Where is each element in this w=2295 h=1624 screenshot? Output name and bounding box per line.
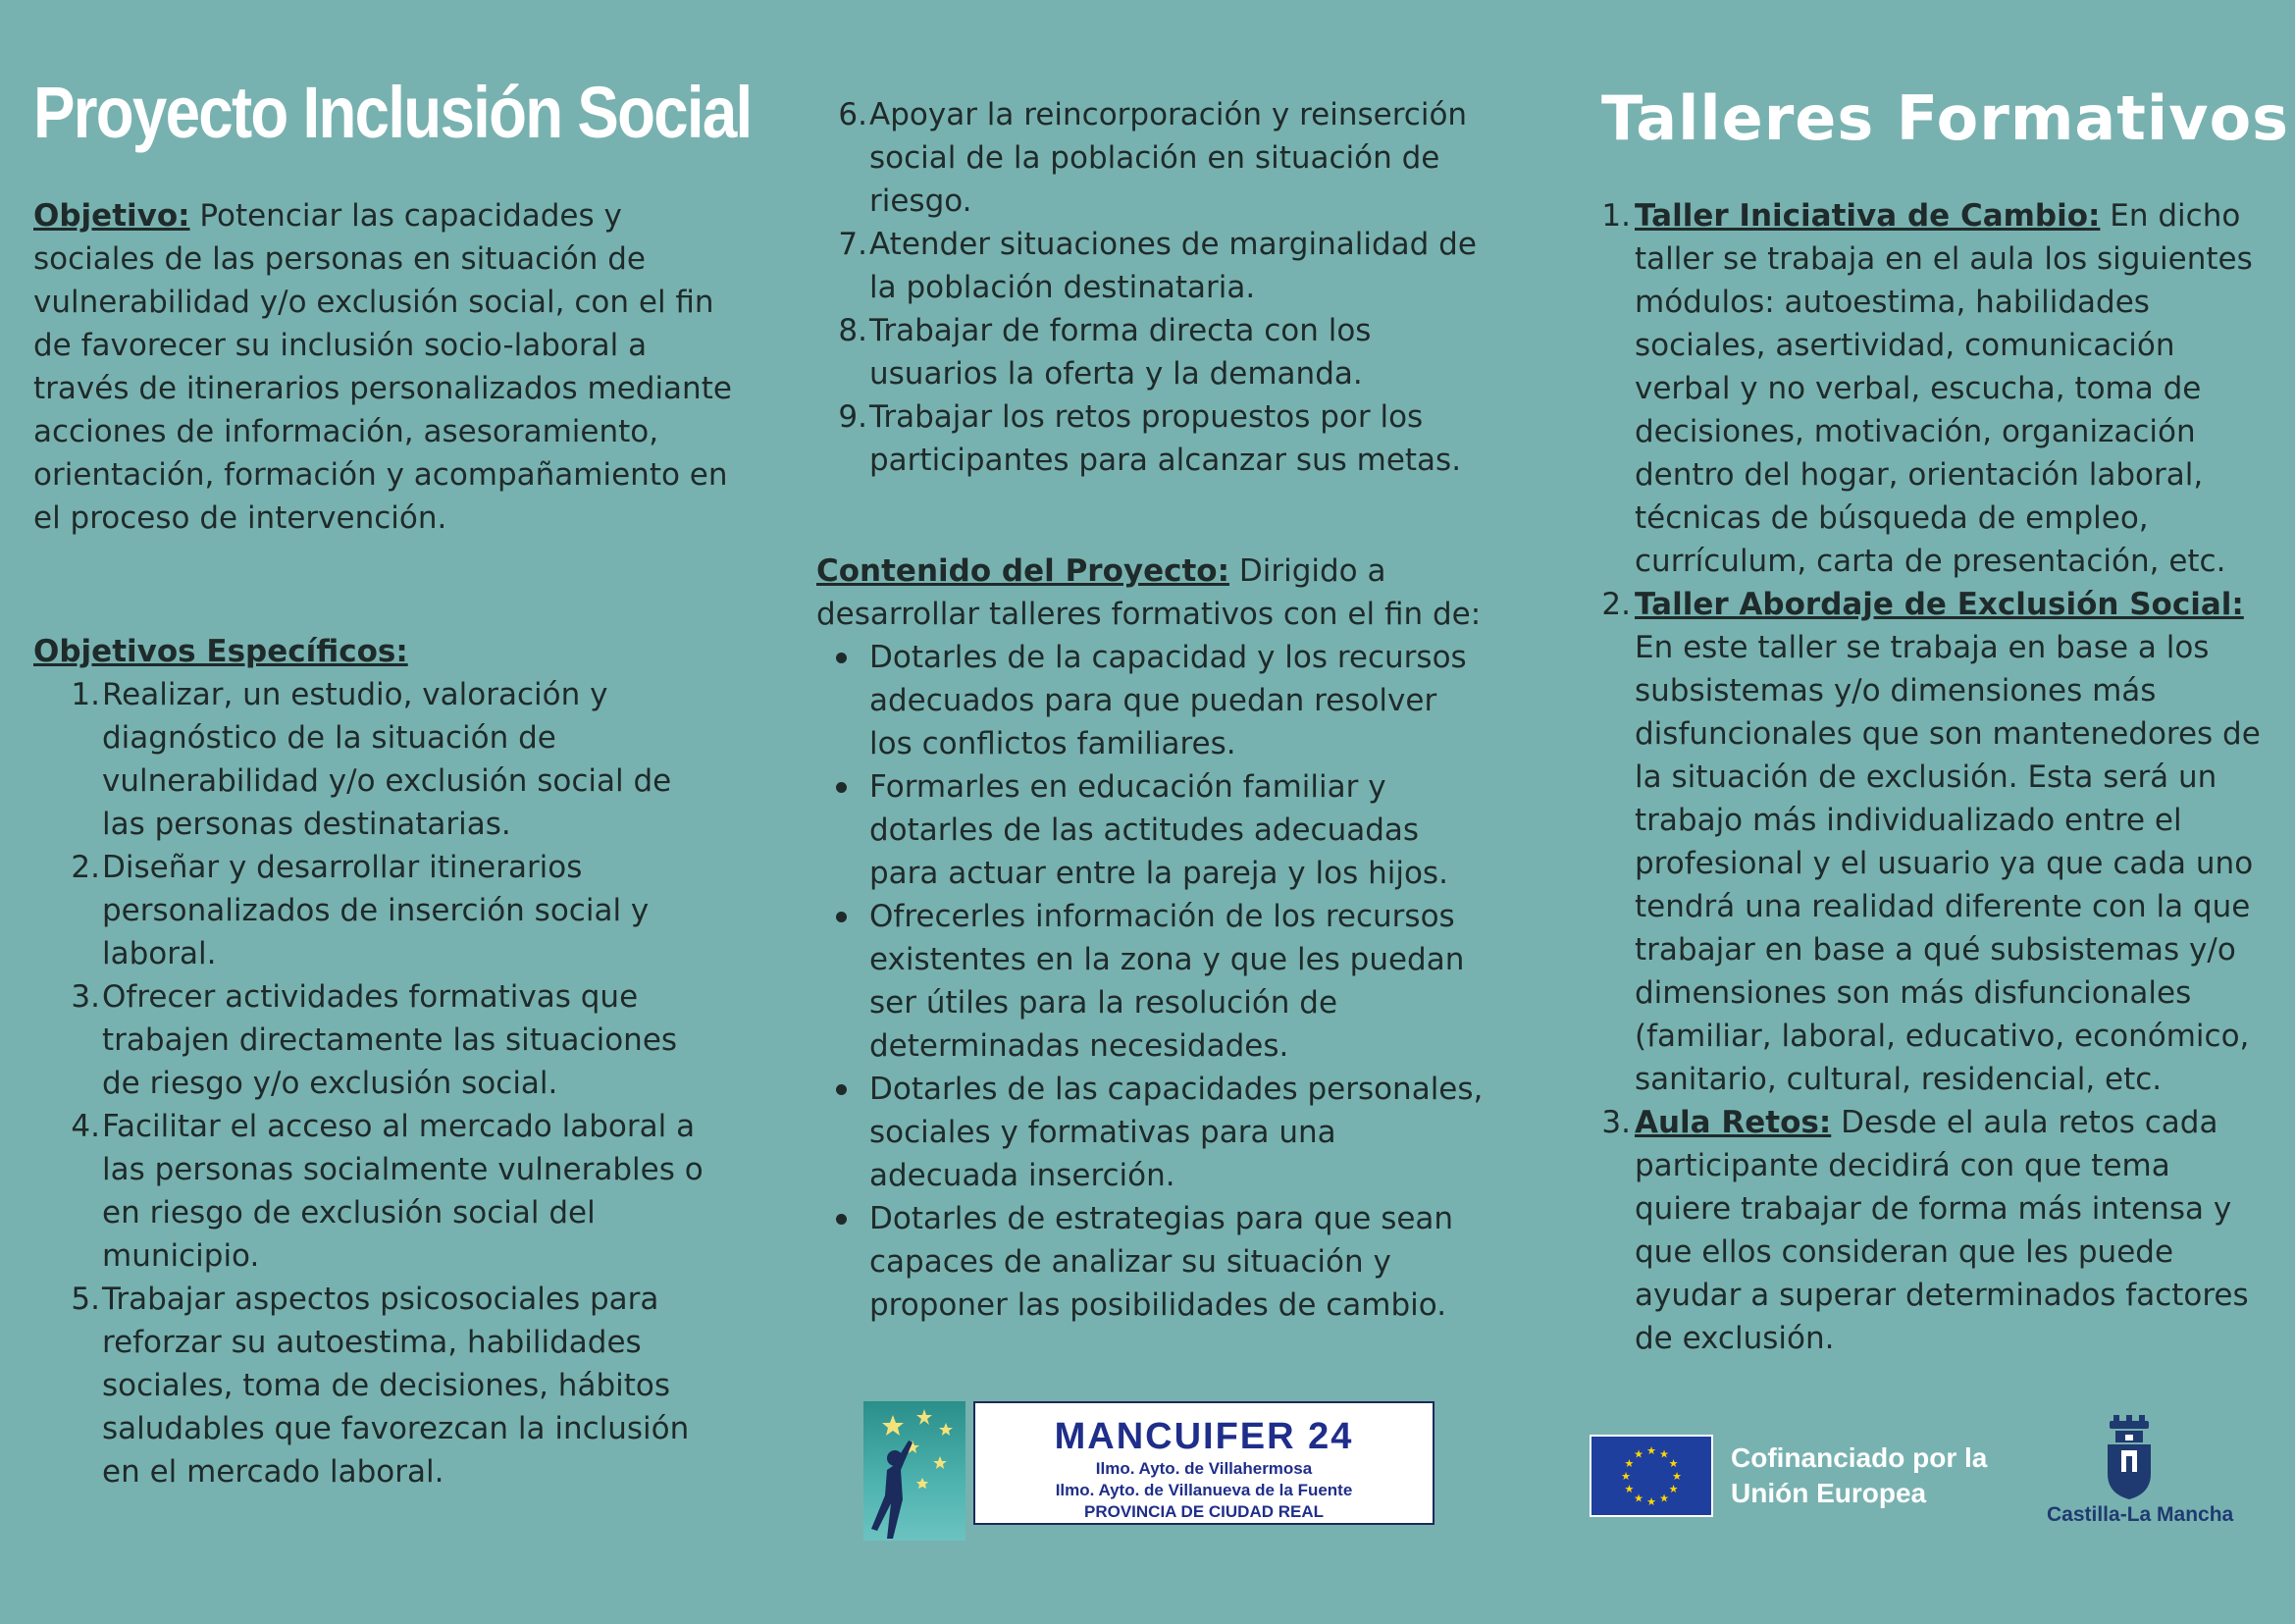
list-item: [18, 673, 716, 846]
bullet-text: Dotarles de estrategias para que sean capaces de analizar su situación y proponer las posibilidades de cambio.: [869, 1201, 1454, 1323]
list-item: [816, 93, 1484, 223]
mancuifer-line-2: Ilmo. Ayto. de Villanueva de la Fuente: [1055, 1481, 1353, 1499]
list-item-number: 2.: [71, 850, 100, 885]
list-item-text: Facilitar el acceso al mercado laboral a las personas socialmente vulnerables o en riesgo de exclusión social del municipio.: [102, 1109, 704, 1274]
list-item-text: Diseñar y desarrollar itinerarios personalizados de inserción social y laboral.: [102, 850, 650, 971]
list-item: [18, 1278, 716, 1493]
page-title-proyecto: Proyecto Inclusión Social: [33, 72, 752, 153]
bullet-item: [816, 765, 1484, 895]
list-item-text: Realizar, un estudio, valoración y diagnóstico de la situación de vulnerabilidad y/o exclusión social de las personas destinatarias.: [102, 677, 672, 842]
bullet-item: [816, 1068, 1484, 1197]
mancuifer-line-3: PROVINCIA DE CIUDAD REAL: [1084, 1502, 1324, 1521]
bullet-item: [816, 636, 1484, 765]
castilla-la-mancha-label: Castilla-La Mancha: [2047, 1503, 2234, 1526]
eu-star-icon: ★: [1624, 1457, 1635, 1470]
eu-star-icon: ★: [1634, 1492, 1643, 1505]
mancuifer-figure-logo: [863, 1401, 965, 1541]
list-item-text: Trabajar los retos propuestos por los participantes para alcanzar sus metas.: [869, 399, 1462, 478]
taller-label: Taller Abordaje de Exclusión Social:: [1635, 587, 2244, 622]
castilla-la-mancha-crest-icon: [2100, 1413, 2159, 1501]
taller-label: Taller Iniciativa de Cambio:: [1635, 198, 2101, 234]
eu-star-icon: ★: [1659, 1447, 1669, 1461]
bullet-dot-icon: [836, 1214, 847, 1225]
eu-star-icon: ★: [1621, 1470, 1631, 1483]
eu-star-icon: ★: [1659, 1492, 1669, 1505]
bullet-item: [816, 895, 1484, 1068]
list-item-number: 9.: [838, 399, 867, 435]
bullet-text: Dotarles de las capacidades personales, sociales y formativas para una adecuada inserción.: [869, 1072, 1484, 1193]
taller-number: 3.: [1601, 1105, 1631, 1140]
bullet-dot-icon: [836, 1084, 847, 1095]
list-item-text: Apoyar la reincorporación y reinserción social de la población en situación de riesgo.: [869, 97, 1468, 219]
contenido-text: Dirigido a desarrollar talleres formativos con el fin de:: [816, 553, 1482, 632]
eu-star-icon: ★: [1624, 1483, 1635, 1495]
list-item: [816, 309, 1484, 395]
contenido-bullets: [816, 636, 1484, 1327]
taller-text: En este taller se trabaja en base a los subsistemas y/o dimensiones más disfuncionales que son mantenedores de la situación de exclusión. Esta será un trabajo más individualizado entre el profesional y el usuario ya que cada uno tendrá una realidad diferente con la que trabajar en base a qué subsistemas y/o dimensiones son más disfuncionales (familiar, laboral, educativo, económico, sanitario, cultural, residencial, etc.: [1635, 630, 2261, 1097]
list-item-text: Atender situaciones de marginalidad de la población destinataria.: [869, 227, 1477, 305]
bullet-text: Ofrecerles información de los recursos existentes en la zona y que les puedan ser útiles para la resolución de determinadas necesidades.: [869, 899, 1465, 1064]
objetivos-especificos-list-cont: [816, 93, 1484, 482]
eu-star-icon: ★: [1634, 1447, 1643, 1461]
list-item-text: Trabajar de forma directa con los usuarios la oferta y la demanda.: [869, 313, 1372, 392]
taller-text: En dicho taller se trabaja en el aula los siguientes módulos: autoestima, habilidades sociales, asertividad, comunicación verbal y no verbal, escucha, toma de decisiones, motivación, organización dentro del hogar, orientación laboral, técnicas de búsqueda de empleo, currículum, carta de presentación, etc.: [1635, 198, 2253, 579]
bullet-dot-icon: [836, 653, 847, 663]
contenido-section: [816, 550, 1484, 1327]
eu-line-2: Unión Europea: [1731, 1478, 1927, 1508]
list-item: [816, 395, 1484, 482]
list-item: [816, 223, 1484, 309]
list-item: [18, 846, 716, 975]
mancuifer-name: MANCUIFER 24: [1054, 1416, 1354, 1457]
talleres-list: [1601, 194, 2265, 1360]
list-item: [18, 1105, 716, 1278]
bullet-text: Dotarles de la capacidad y los recursos adecuados para que puedan resolver los conflictos familiares.: [869, 640, 1467, 761]
taller-number: 2.: [1601, 587, 1631, 622]
bullet-text: Formarles en educación familiar y dotarles de las actitudes adecuadas para actuar entre la pareja y los hijos.: [869, 769, 1448, 891]
list-item-number: 1.: [71, 677, 100, 712]
list-item-number: 8.: [838, 313, 867, 348]
list-item-number: 4.: [71, 1109, 100, 1144]
list-item-text: Ofrecer actividades formativas que trabajen directamente las situaciones de riesgo y/o exclusión social.: [102, 979, 678, 1101]
page-title-talleres: Talleres Formativos: [1601, 82, 2290, 154]
taller-label: Aula Retos:: [1635, 1105, 1832, 1140]
bullet-dot-icon: [836, 912, 847, 922]
eu-cofinanciado-text: [1731, 1441, 1987, 1511]
objetivo-label: Objetivo:: [33, 198, 190, 234]
mancuifer-line-1: Ilmo. Ayto. de Villahermosa: [1095, 1459, 1313, 1478]
list-item-number: 5.: [71, 1282, 100, 1317]
eu-star-icon: ★: [1646, 1444, 1656, 1457]
taller-item: [1601, 1101, 2265, 1360]
list-item-number: 3.: [71, 979, 100, 1015]
eu-star-icon: ★: [1668, 1457, 1679, 1470]
objetivo-text: Potenciar las capacidades y sociales de las personas en situación de vulnerabilidad y/o exclusión social, con el fin de favorecer su inclusión socio-laboral a través de itinerarios personalizados mediante acciones de información, asesoramiento, orientación, formación y acompañamiento en el proceso de intervención.: [33, 198, 732, 536]
list-item-number: 7.: [838, 227, 867, 262]
objetivos-especificos-list: [18, 673, 716, 1493]
contenido-label: Contenido del Proyecto:: [816, 553, 1229, 589]
contenido-paragraph: [816, 550, 1484, 636]
eu-star-icon: ★: [1646, 1495, 1656, 1508]
eu-line-1: Cofinanciado por la: [1731, 1442, 1988, 1473]
taller-text: Desde el aula retos cada participante decidirá con que tema quiere trabajar de forma más intensa y que ellos consideran que les puede ayudar a superar determinados factores de exclusión.: [1635, 1105, 2249, 1356]
eu-star-icon: ★: [1668, 1483, 1679, 1495]
objetivo-paragraph: [33, 194, 732, 540]
objetivos-especificos-heading: Objetivos Específicos:: [33, 634, 408, 669]
taller-number: 1.: [1601, 198, 1631, 234]
list-item: [18, 975, 716, 1105]
taller-item: [1601, 194, 2265, 583]
bullet-dot-icon: [836, 782, 847, 793]
list-item-number: 6.: [838, 97, 867, 132]
list-item-text: Trabajar aspectos psicosociales para reforzar su autoestima, habilidades sociales, toma de decisiones, hábitos saludables que favorezcan la inclusión en el mercado laboral.: [102, 1282, 690, 1490]
eu-star-icon: ★: [1672, 1470, 1682, 1483]
mancuifer-logo: [973, 1401, 1434, 1525]
taller-item: [1601, 583, 2265, 1101]
eu-flag-icon: [1590, 1435, 1713, 1517]
bullet-item: [816, 1197, 1484, 1327]
